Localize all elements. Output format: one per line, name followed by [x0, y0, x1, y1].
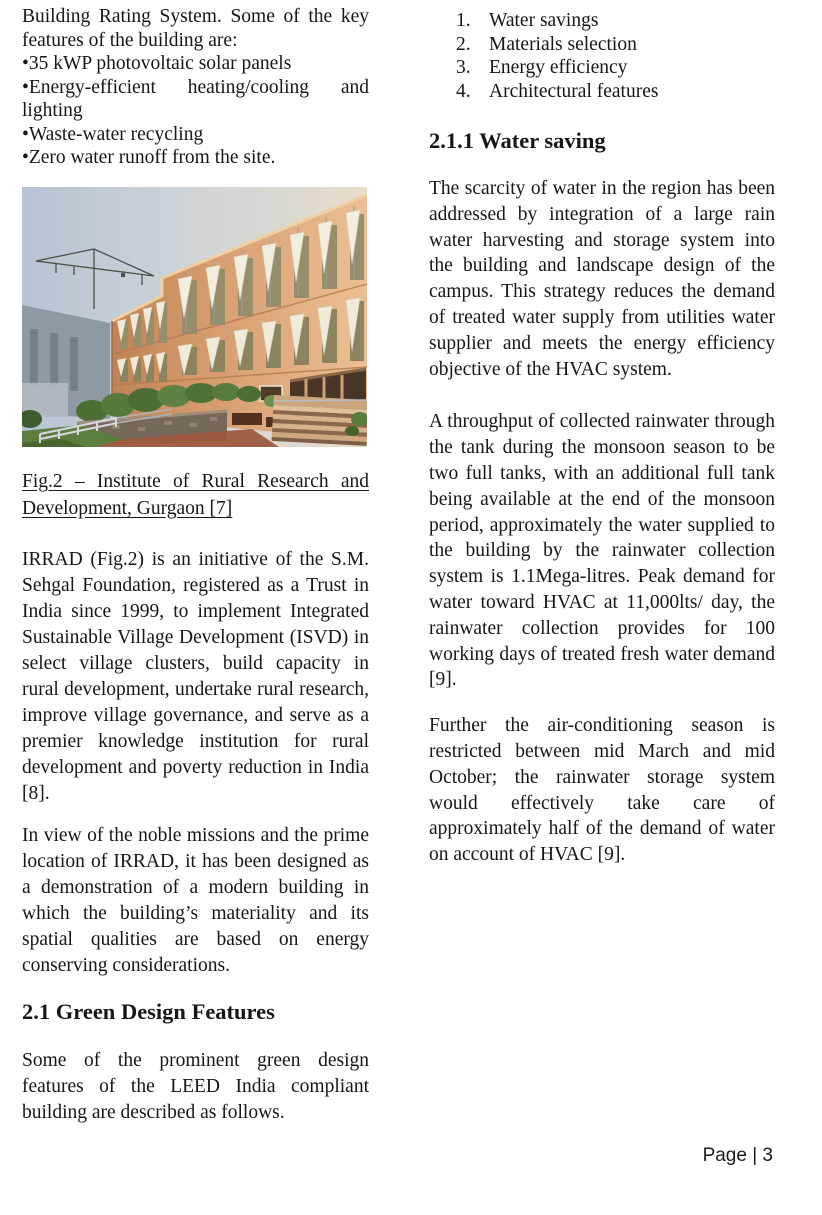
paragraph-in-view: In view of the noble missions and the prime location of IRRAD, it has been designed as a demonstration of a modern building in which the building’s materiality and its spatial qualities are based on energy conserving considerations.	[22, 824, 369, 976]
bullet-item: •Energy-efficient heating/cooling and lighting	[22, 76, 369, 121]
bullet-item: •Zero water runoff from the site.	[22, 147, 276, 168]
list-item-number: 1.	[456, 10, 471, 31]
paragraph-air-conditioning: Further the air-conditioning season is restricted between mid March and mid October; the rainwater storage system would effectively take care of approximately half of the demand of water on account of HVAC [9].	[429, 715, 775, 866]
heading-water-saving: 2.1.1 Water saving	[429, 128, 606, 153]
bullet-list	[22, 52, 369, 170]
figure-photo	[22, 187, 367, 447]
numbered-list	[429, 9, 775, 103]
list-item-label: Architectural features	[489, 80, 659, 102]
heading-green-design: 2.1 Green Design Features	[22, 998, 275, 1024]
paragraph-water-scarcity: The scarcity of water in the region has been addressed by integration of a large rain water harvesting and storage system into the building and landscape design of the campus. This strategy reduces the demand of treated water supply from utilities water supplier and meets the energy efficiency objective of the HVAC system.	[429, 178, 775, 380]
list-item-label: Water savings	[489, 10, 599, 31]
list-item	[456, 9, 775, 33]
page-number: Page | 3	[702, 1145, 773, 1166]
bullet-item: •Waste-water recycling	[22, 123, 204, 145]
bullet-item: •35 kWP photovoltaic solar panels	[22, 53, 292, 74]
figure-caption: Fig.2 – Institute of Rural Research and Development, Gurgaon [7]	[22, 470, 369, 519]
list-item-number: 2.	[456, 33, 471, 55]
list-item-label: Energy efficiency	[489, 57, 628, 78]
list-item	[456, 33, 775, 57]
paragraph-throughput: A throughput of collected rainwater through the tank during the monsoon season to be two full tanks, with an additional full tank being available at the end of the monsoon period, approximately the water supplied to the building by the rainwater collection system is 1.1Mega-litres. Peak demand for water toward HVAC at 11,000lts/ day, the rainwater collection provides for 100 working days of treated fresh water demand [9].	[429, 411, 775, 691]
list-item	[456, 80, 775, 104]
list-item-label: Materials selection	[489, 33, 637, 55]
list-item-number: 3.	[456, 57, 471, 78]
paragraph-irrad: IRRAD (Fig.2) is an initiative of the S.M. Sehgal Foundation, registered as a Trust in India since 1999, to implement Integrated Sustainable Village Development (ISVD) in select village clusters, build capacity in rural development, undertake rural research, improve village governance, and serve as a premier knowledge institution for rural development and poverty reduction in India [8].	[22, 548, 369, 804]
right-column	[429, 0, 775, 868]
paragraph-intro: Building Rating System. Some of the key features of the building are:	[22, 6, 369, 51]
list-item	[456, 56, 775, 80]
building-photo-illustration	[22, 187, 367, 447]
paragraph-green-features: Some of the prominent green design features of the LEED India compliant building are described as follows.	[22, 1049, 369, 1123]
left-column	[22, 0, 369, 1126]
list-item-number: 4.	[456, 80, 471, 102]
